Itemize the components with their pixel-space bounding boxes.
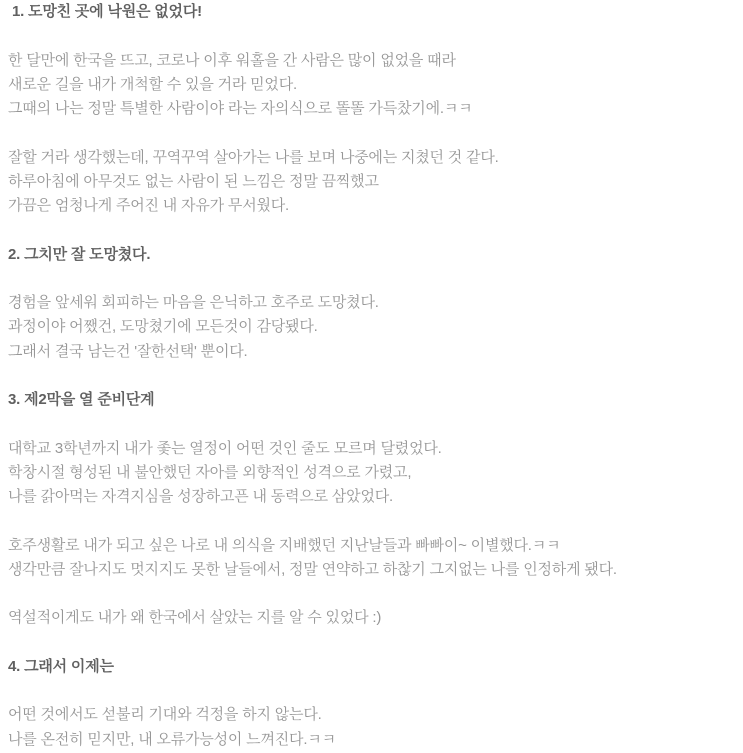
post-paragraph — [8, 49, 733, 122]
post-line: 한 달만에 한국을 뜨고, 코로나 이후 워홀을 간 사람은 많이 없었을 때라 — [8, 51, 456, 69]
section-heading-1: 1. 도망친 곳에 낙원은 없었다! — [8, 3, 202, 20]
post-line: 그래서 결국 남는건 '잘한선택' 뿐이다. — [8, 342, 248, 360]
post-line: 잘할 거라 생각했는데, 꾸역꾸역 살아가는 나를 보며 나중에는 지쳤던 것 같다. — [8, 148, 499, 166]
post-paragraph — [8, 606, 733, 630]
post-paragraph — [8, 437, 733, 510]
post-line: 그때의 나는 정말 특별한 사람이야 라는 자의식으로 똘똘 가득찼기에.ㅋㅋ — [8, 100, 473, 117]
section-heading-4: 4. 그래서 이제는 — [8, 657, 114, 675]
post-line: 나를 갉아먹는 자격지심을 성장하고픈 내 동력으로 삼았었다. — [8, 488, 394, 505]
post-line: 호주생활로 내가 되고 싶은 나로 내 의식을 지배했던 지난날들과 빠빠이~ 이별했다.ㅋㅋ — [8, 536, 561, 554]
post-line: 하루아침에 아무것도 없는 사람이 된 느낌은 정말 끔찍했고 — [8, 172, 379, 190]
section-heading-3: 3. 제2막을 열 준비단계 — [8, 391, 155, 408]
post-line: 학창시절 형성된 내 불안했던 자아를 외향적인 성격으로 가렸고, — [8, 463, 412, 481]
post-paragraph — [8, 291, 733, 364]
post-paragraph — [8, 146, 733, 219]
post-line: 나를 온전히 믿지만, 내 오류가능성이 느껴진다.ㅋㅋ — [8, 730, 336, 748]
post-line: 어떤 것에서도 섣불리 기대와 걱정을 하지 않는다. — [8, 706, 322, 724]
post-line: 대학교 3학년까지 내가 좇는 열정이 어떤 것인 줄도 모르며 달렸었다. — [8, 439, 442, 457]
post-line: 경험을 앞세워 회피하는 마음을 은닉하고 호주로 도망쳤다. — [8, 294, 379, 311]
post-line: 생각만큼 잘나지도 멋지지도 못한 날들에서, 정말 연약하고 하찮기 그지없는 나를 인정하게 됐다. — [8, 560, 617, 578]
post-line: 가끔은 엄청나게 주어진 내 자유가 무서웠다. — [8, 197, 290, 214]
section-heading-2: 2. 그치만 잘 도망쳤다. — [8, 245, 151, 263]
post-paragraph — [8, 703, 733, 752]
post-line: 새로운 길을 내가 개척할 수 있을 거라 믿었다. — [8, 75, 297, 93]
post-paragraph — [8, 534, 733, 583]
post-line: 과정이야 어쨌건, 도망쳤기에 모든것이 감당됐다. — [8, 318, 318, 336]
post-line: 역설적이게도 내가 왜 한국에서 살았는 지를 알 수 있었다 :) — [8, 609, 382, 627]
